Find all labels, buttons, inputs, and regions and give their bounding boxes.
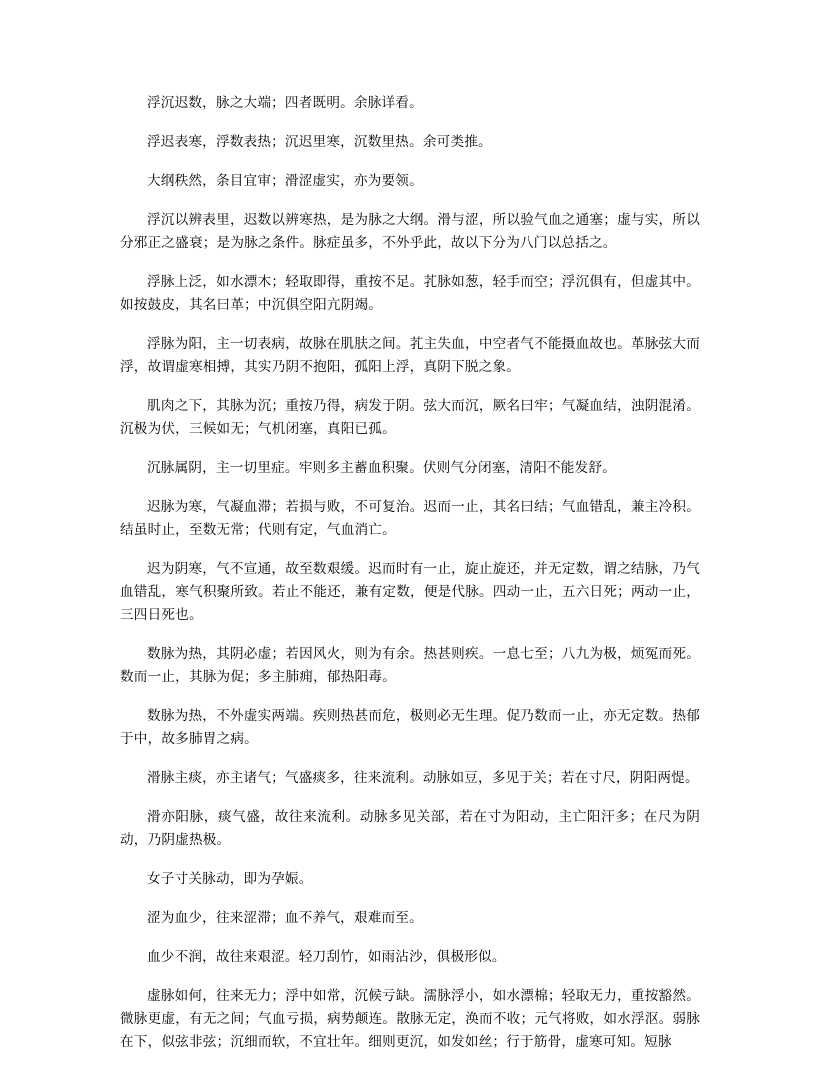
paragraph: 涩为血少，往来涩滞；血不养气，艰难而至。 bbox=[147, 910, 423, 926]
paragraph: 数脉为热，其阴必虚；若因风火，则为有余。热甚则疾。一息七至；八九为极，烦冤而死。数而一止，其脉为促；多主肺痈，郁热阳毒。 bbox=[120, 646, 700, 685]
paragraph: 滑脉主痰，亦主诸气；气盛痰多，往来流利。动脉如豆，多见于关；若在寸尺，阴阳两惿。 bbox=[147, 770, 699, 786]
paragraph: 迟脉为寒，气凝血滞；若损与败，不可复治。迟而一止，其名曰结；气血错乱，兼主冷积。结虽时止，至数无常；代则有定，气血消亡。 bbox=[120, 499, 700, 538]
paragraph: 数脉为热，不外虚实两端。疾则热甚而危，极则必无生理。促乃数而一止，亦无定数。热郁于中，故多肺胃之病。 bbox=[120, 708, 700, 747]
paragraph: 浮脉上泛，如水漂木；轻取即得，重按不足。芤脉如葱，轻手而空；浮沉俱有，但虚其中。如按鼓皮，其名曰革；中沉俱空阳亢阴竭。 bbox=[120, 274, 700, 313]
paragraph: 虚脉如何，往来无力；浮中如常，沉候亏缺。濡脉浮小，如水漂棉；轻取无力，重按豁然。微脉更虚，有无之间；气血亏损，病势颠连。散脉无定，涣而不收；元气将败，如水浮沤。弱脉在下，似弦非弦；沉细而软，不宜壮年。细则更沉，如发如丝；行于筋骨，虚寒可知。短脉 bbox=[120, 988, 700, 1050]
paragraph: 浮沉以辨表里，迟数以辨寒热，是为脉之大纲。滑与涩，所以验气血之通塞；虚与实，所以分邪正之盛衰；是为脉之条件。脉症虽多，不外乎此，故以下分为八门以总括之。 bbox=[120, 212, 700, 251]
paragraph: 浮沉迟数，脉之大端；四者既明。余脉详看。 bbox=[147, 95, 423, 111]
paragraph: 沉脉属阴，主一切里症。牢则多主蓄血积聚。伏则气分闭塞，清阳不能发舒。 bbox=[147, 460, 616, 476]
document-body bbox=[120, 92, 700, 1070]
paragraph: 大纲秩然，条目宜审；滑涩虚实，亦为要领。 bbox=[147, 173, 423, 189]
paragraph: 浮脉为阳，主一切表病，故脉在肌肤之间。芤主失血，中空者气不能摄血故也。革脉弦大而浮，故谓虚寒相搏，其实乃阴不抱阳，孤阳上浮，真阴下脱之象。 bbox=[120, 336, 700, 375]
paragraph: 女子寸关脉动，即为孕娠。 bbox=[147, 871, 313, 887]
paragraph: 迟为阴寒，气不宣通，故至数艰缓。迟而时有一止，旋止旋还，并无定数，谓之结脉，乃气血错乱，寒气积聚所致。若止不能还，兼有定数，便是代脉。四动一止，五六日死；两动一止，三四日死也。 bbox=[120, 561, 700, 623]
paragraph: 浮迟表寒，浮数表热；沉迟里寒，沉数里热。余可类推。 bbox=[147, 134, 492, 150]
paragraph: 血少不润，故往来艰涩。轻刀刮竹，如雨沾沙，俱极形似。 bbox=[147, 949, 506, 965]
paragraph: 滑亦阳脉，痰气盛，故往来流利。动脉多见关部，若在寸为阳动，主亡阳汗多；在尺为阴动，乃阴虚热极。 bbox=[120, 809, 700, 848]
paragraph: 肌肉之下，其脉为沉；重按乃得，病发于阴。弦大而沉，厥名曰牢；气凝血结，浊阴混淆。沉极为伏，三候如无；气机闭塞，真阳已孤。 bbox=[120, 398, 700, 437]
